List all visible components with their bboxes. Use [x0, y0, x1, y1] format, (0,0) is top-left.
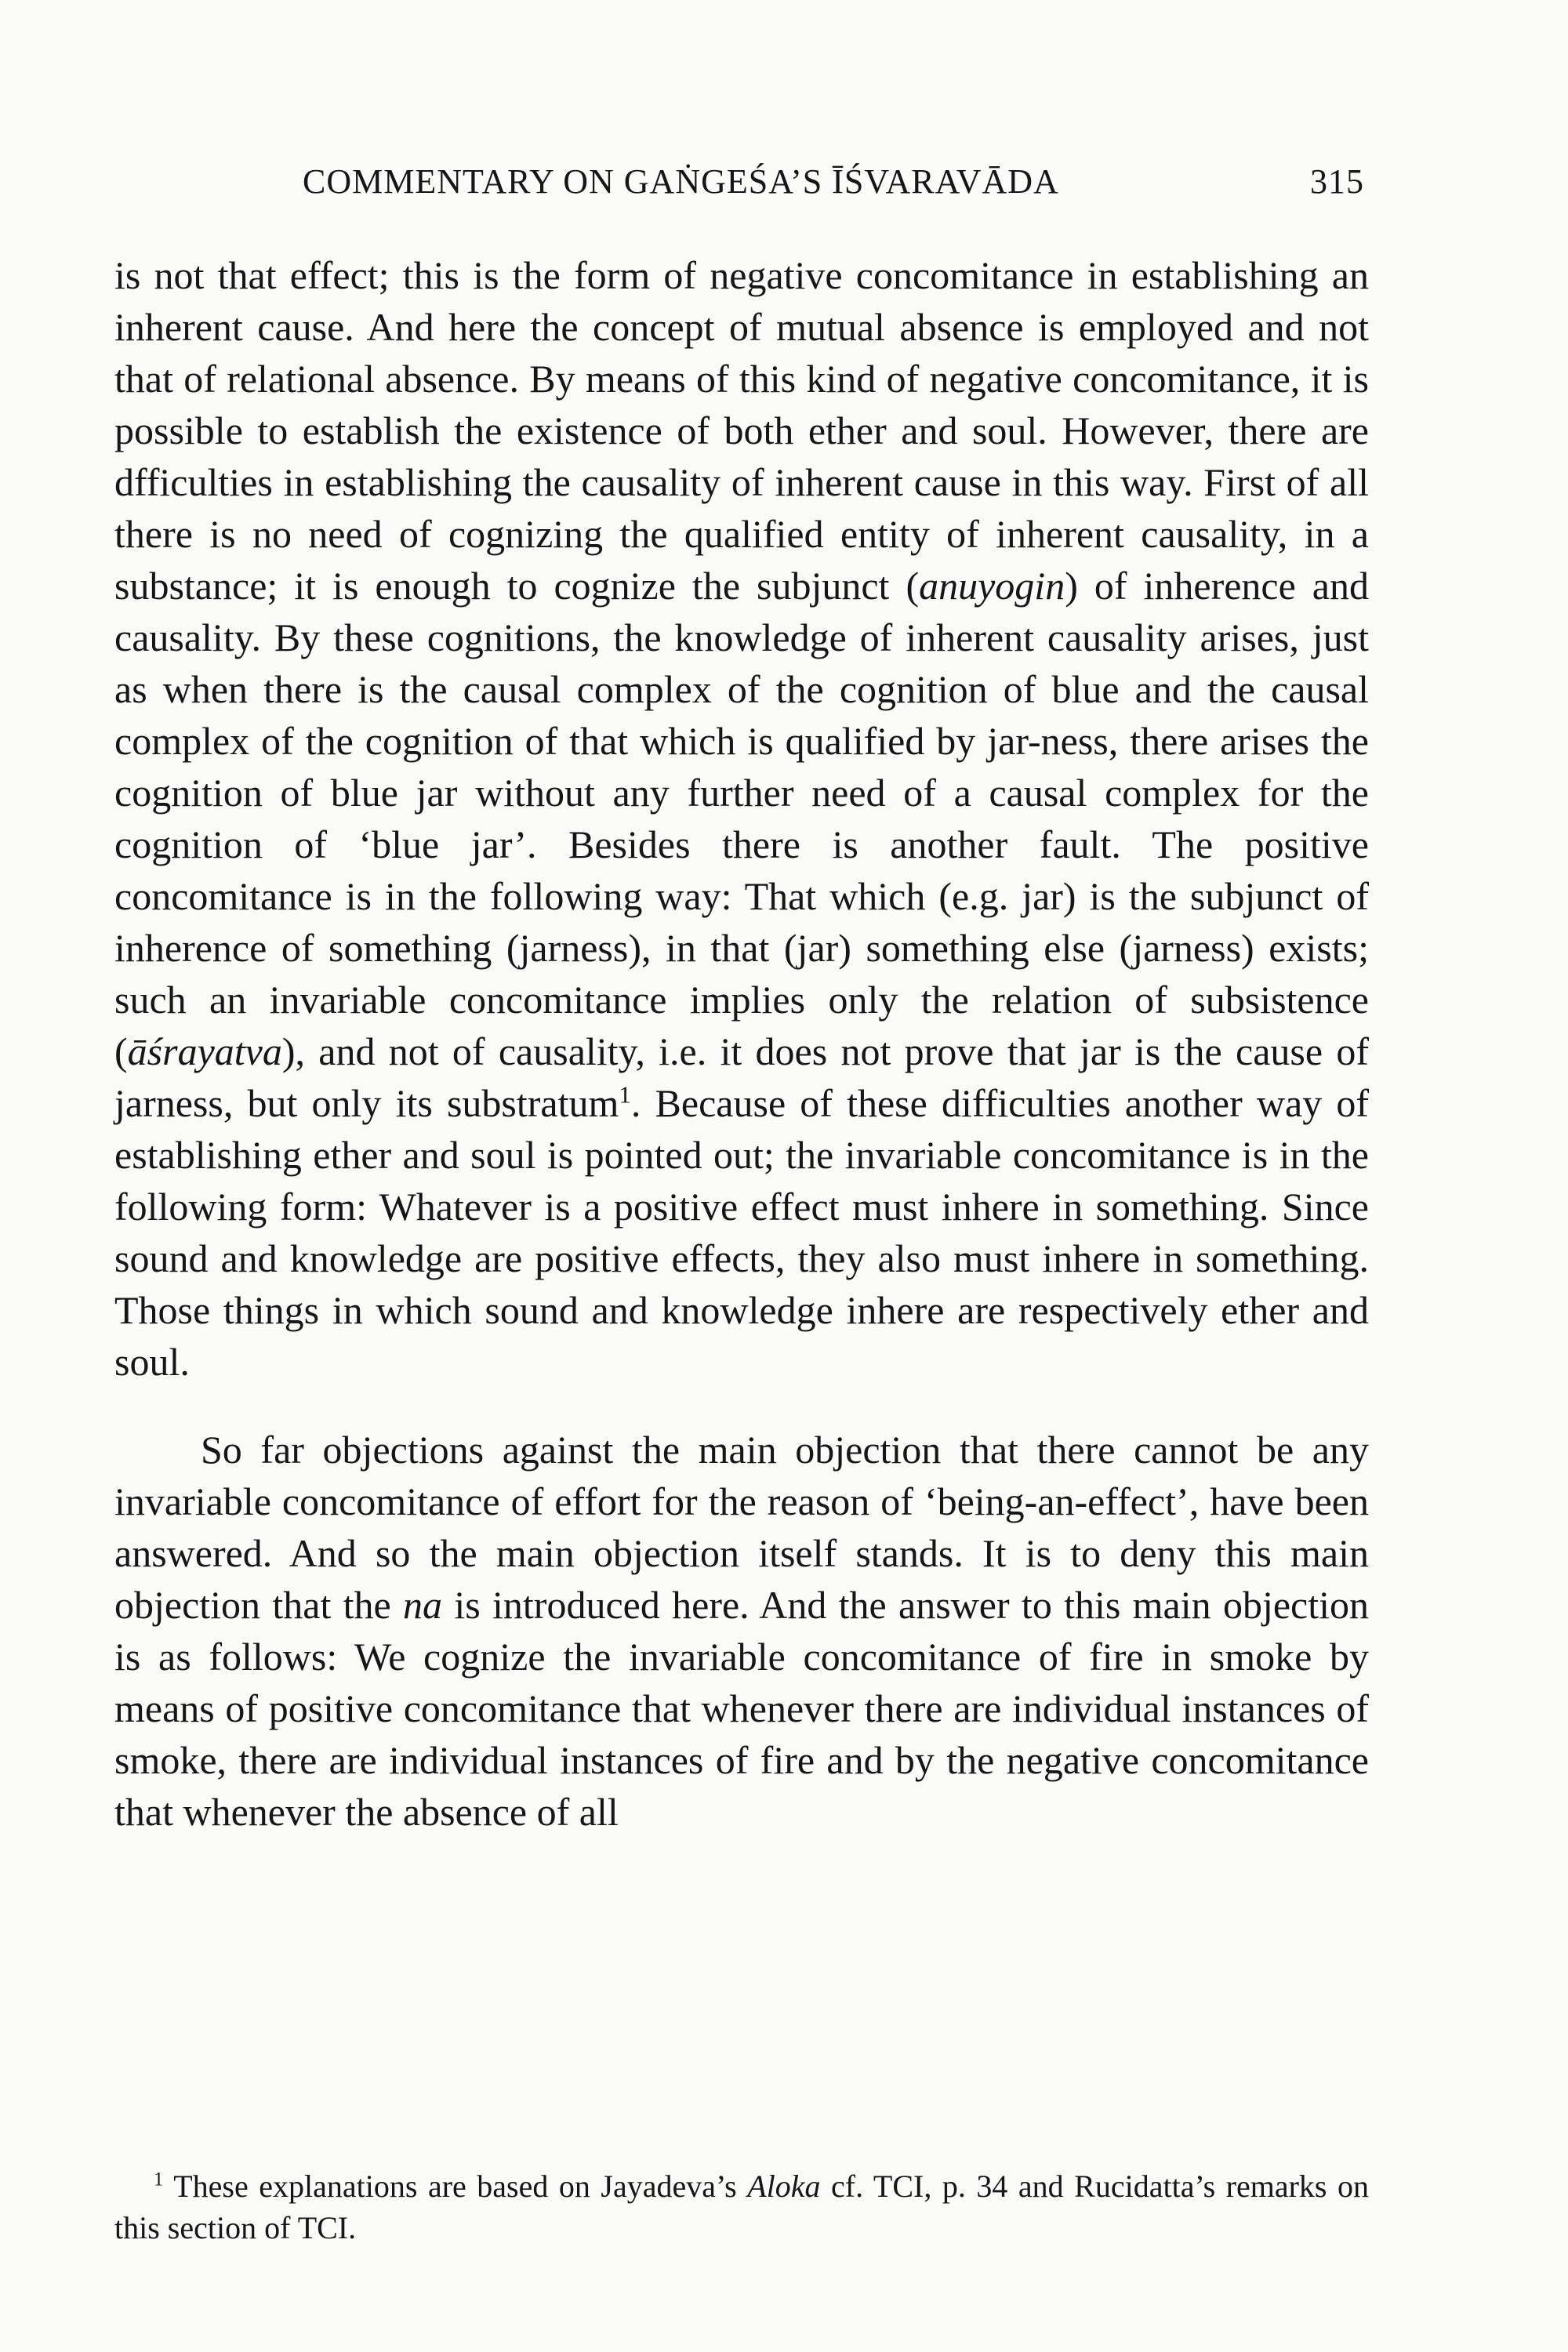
- sanskrit-term: na: [403, 1583, 443, 1627]
- text-run: ) of inherence and causality. By these cognitions, the knowledge of inherent causality arises, just as when there is the causal complex of the cognition of blue and the causal complex of the cognition of that which is qualified by jar-ness, there arises the cognition of blue jar without any further need of a causal complex for the cognition of ‘blue jar’. Besides there is another fault. The positive concomitance is in the following way: That which (e.g. jar) is the subjunct of inherence of something (jarness), in that (jar) something else (jarness) exists; such an invariable concomitance implies only the relation of subsistence (: [114, 564, 1369, 1073]
- paragraph: [114, 1424, 1369, 1838]
- sanskrit-term: āśrayatva: [127, 1029, 282, 1073]
- text-run: These explanations are based on Jayadeva’s: [173, 2169, 748, 2204]
- main-text: [114, 249, 1369, 1838]
- text-run: So far objections against the main objection that there cannot be any invariable concomitance of effort for the reason of ‘being-an-effect’, have been answered. And so the main objection itself stands. It is to deny this main objection that the: [114, 1428, 1369, 1627]
- header-title: COMMENTARY ON GAṄGEŚA’S ĪŚVARAVĀDA: [303, 162, 1059, 201]
- work-title: Aloka: [747, 2169, 821, 2204]
- page-number: 315: [1310, 162, 1364, 201]
- footnote-reference: 1: [619, 1080, 631, 1109]
- text-run: . Because of these difficulties another way of establishing ether and soul is pointed out; the invariable concomitance is in the following form: Whatever is a positive effect must inhere in something. Since sound and knowledge are positive effects, they also must inhere in something. Those things in which sound and knowledge inhere are respectively ether and soul.: [114, 1081, 1369, 1384]
- running-header: [118, 162, 1364, 209]
- sanskrit-term: anuyogin: [919, 564, 1065, 608]
- text-run: ), and not of causality, i.e. it does not prove that jar is the cause of jarness, but only its substratum: [114, 1029, 1369, 1125]
- paragraph: [114, 249, 1369, 1388]
- footnote-text: [114, 2165, 1369, 2249]
- text-run: cf. TCI, p. 34 and Rucidatta’s remarks on this section of TCI.: [114, 2169, 1370, 2245]
- footnote-marker: 1: [154, 2169, 164, 2190]
- text-run: is not that effect; this is the form of negative concomitance in establishing an inherent cause. And here the concept of mutual absence is employed and not that of relational absence. By means of this kind of negative concomitance, it is possible to establish the existence of both ether and soul. However, there are dfficulties in establishing the causality of inherent cause in this way. First of all there is no need of cognizing the qualified entity of inherent causality, in a substance; it is enough to cognize the subjunct (: [114, 253, 1369, 608]
- text-run: is introduced here. And the answer to this main objection is as follows: We cognize the invariable concomitance of fire in smoke by means of positive concomitance that whenever there are individual instances of smoke, there are individual instances of fire and by the negative concomitance that whenever the absence of all: [114, 1583, 1370, 1834]
- footnote: [114, 2165, 1369, 2249]
